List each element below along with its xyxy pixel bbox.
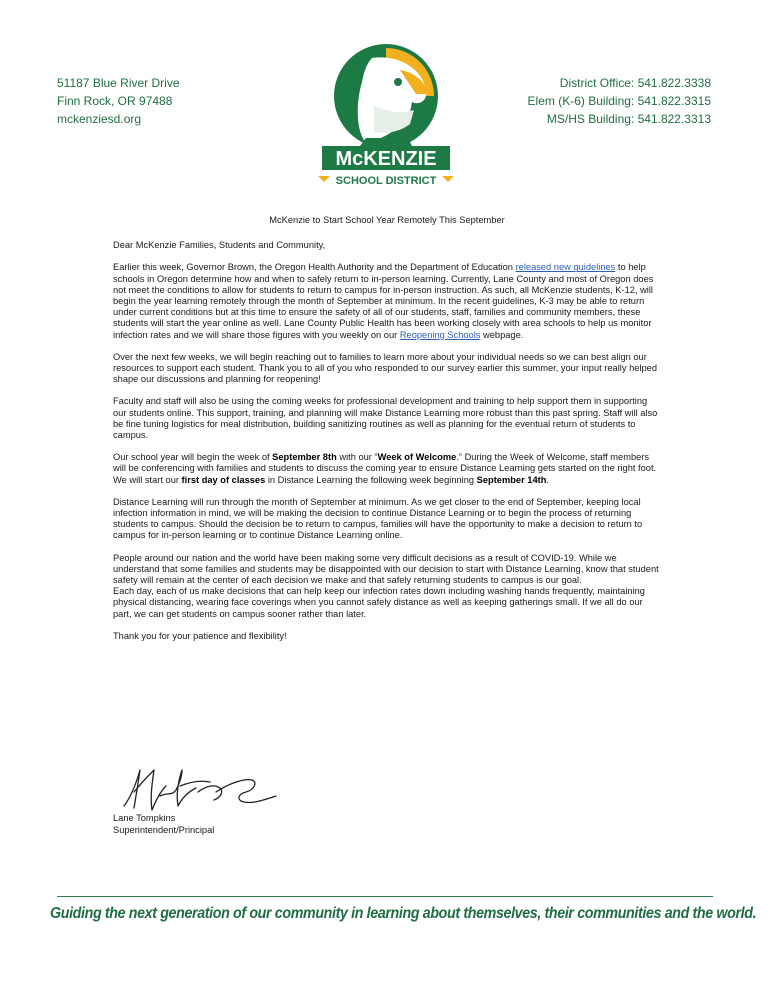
closing: Thank you for your patience and flexibility! — [113, 630, 287, 641]
start-date: September 8th — [272, 452, 337, 463]
signer-name: Lane Tompkins — [113, 813, 176, 823]
footer-tagline: Guiding the next generation of our community in learning about themselves, their communities and the world. — [50, 905, 757, 922]
paragraph-prevention: Each day, each of us make decisions that can help keep our infection rates down including washing hands frequently, maintaining physical distancing, wearing face coverings when you cannot safely distance as well as keeping gatherings small. If we all do our part, we can get students on campus sooner rather than later. — [113, 586, 645, 619]
phone-mshs-building: MS/HS Building: 541.822.3313 — [546, 112, 711, 126]
phone-elem-building: Elem (K-6) Building: 541.822.3315 — [527, 94, 711, 108]
classes-start-date: September 14th — [476, 474, 547, 485]
city-state-zip: Finn Rock, OR 97488 — [57, 94, 173, 108]
first-day-of-classes: first day of classes — [181, 474, 266, 485]
website: mckenziesd.org — [57, 112, 142, 126]
phone-district-office: District Office: 541.822.3338 — [559, 76, 711, 90]
footer-divider — [57, 896, 713, 897]
paragraph-guidelines: Earlier this week, Governor Brown, the Oregon Health Authority and the Department of Education released new guidelines to help schools in Oregon determine how and when to safely return to in-person learning. Currently, Lane County and most of Oregon does not meet the conditions to allow for students to return to campus for in-person instruction. As such, all McKenzie students, K-12, will begin the year learning remotely through the month of September at minimum. In the recent guidelines, K-3 may be able to return under current conditions but at this time to ensure the safety of all of our students, staff, families and community members, these students will start the year online as well. Lane County Public Health has been working closely with area schools to help us monitor infection rates and we will share those figures with you weekly on our Reopening Schools webpage. — [113, 262, 654, 340]
paragraph-outreach: Over the next few weeks, we will begin reaching out to families to learn more about your individual needs so we can best align our resources to support each student. Thank you to all of you who responded to our survey earlier this summer, your input really helped shape our discussions and planning for reopening! — [113, 351, 657, 385]
letter-body — [113, 215, 661, 644]
paragraph-schedule: Our school year will begin the week of September 8th with our “Week of Welcome.” During the Week of Welcome, staff members will be conferencing with families and students to discuss the coming year to ensure Distance Learning gets started on the right foot. We will start our first day of classes in Distance Learning the following week beginning September 14th. — [113, 452, 657, 485]
logo-wordmark: McKENZIE — [335, 148, 437, 170]
district-phone-numbers — [528, 74, 711, 128]
district-address — [57, 74, 180, 128]
week-of-welcome: Week of Welcome — [377, 452, 457, 463]
paragraph-staff-training: Faculty and staff will also be using the coming weeks for professional development and training to help support them in supporting our students online. This support, training, and planning will make Distance Learning more robust than this past spring. Staff will also be fine tuning logistics for meal distribution, building sanitizing routines as well as planning for the eventual return of students to campus. — [113, 396, 658, 441]
reopening-schools-link[interactable]: Reopening Schools — [399, 329, 481, 340]
released-guidelines-link[interactable]: released new guidelines — [515, 262, 616, 273]
signer-block — [113, 812, 214, 836]
paragraph-distance-learning: Distance Learning will run through the month of September at minimum. As we get closer to the end of September, keeping local infection information in mind, we will be making the decision to continue Distance Learning or to begin the process of returning students to campus. Should the decision be to return to campus, families will have the opportunity to make a decision to return to campus for in-person learning or to continue Distance Learning online. — [113, 496, 643, 541]
school-district-logo — [316, 42, 456, 190]
signer-title: Superintendent/Principal — [113, 825, 215, 835]
street-address: 51187 Blue River Drive — [57, 76, 180, 90]
logo-subtitle: SCHOOL DISTRICT — [335, 175, 437, 187]
paragraph-difficult-decisions: People around our nation and the world have been making some very difficult decisions as a result of COVID-19. While we understand that some families and students may be disappointed with our decision to start with Distance Learning, know that student safety will remain at the center of each decision we make and that safely returning students to campus is our goal. — [113, 552, 659, 586]
salutation: Dear McKenzie Families, Students and Community, — [113, 240, 326, 251]
letter-title: McKenzie to Start School Year Remotely This September — [269, 215, 505, 225]
eagle-head-icon — [316, 42, 456, 190]
